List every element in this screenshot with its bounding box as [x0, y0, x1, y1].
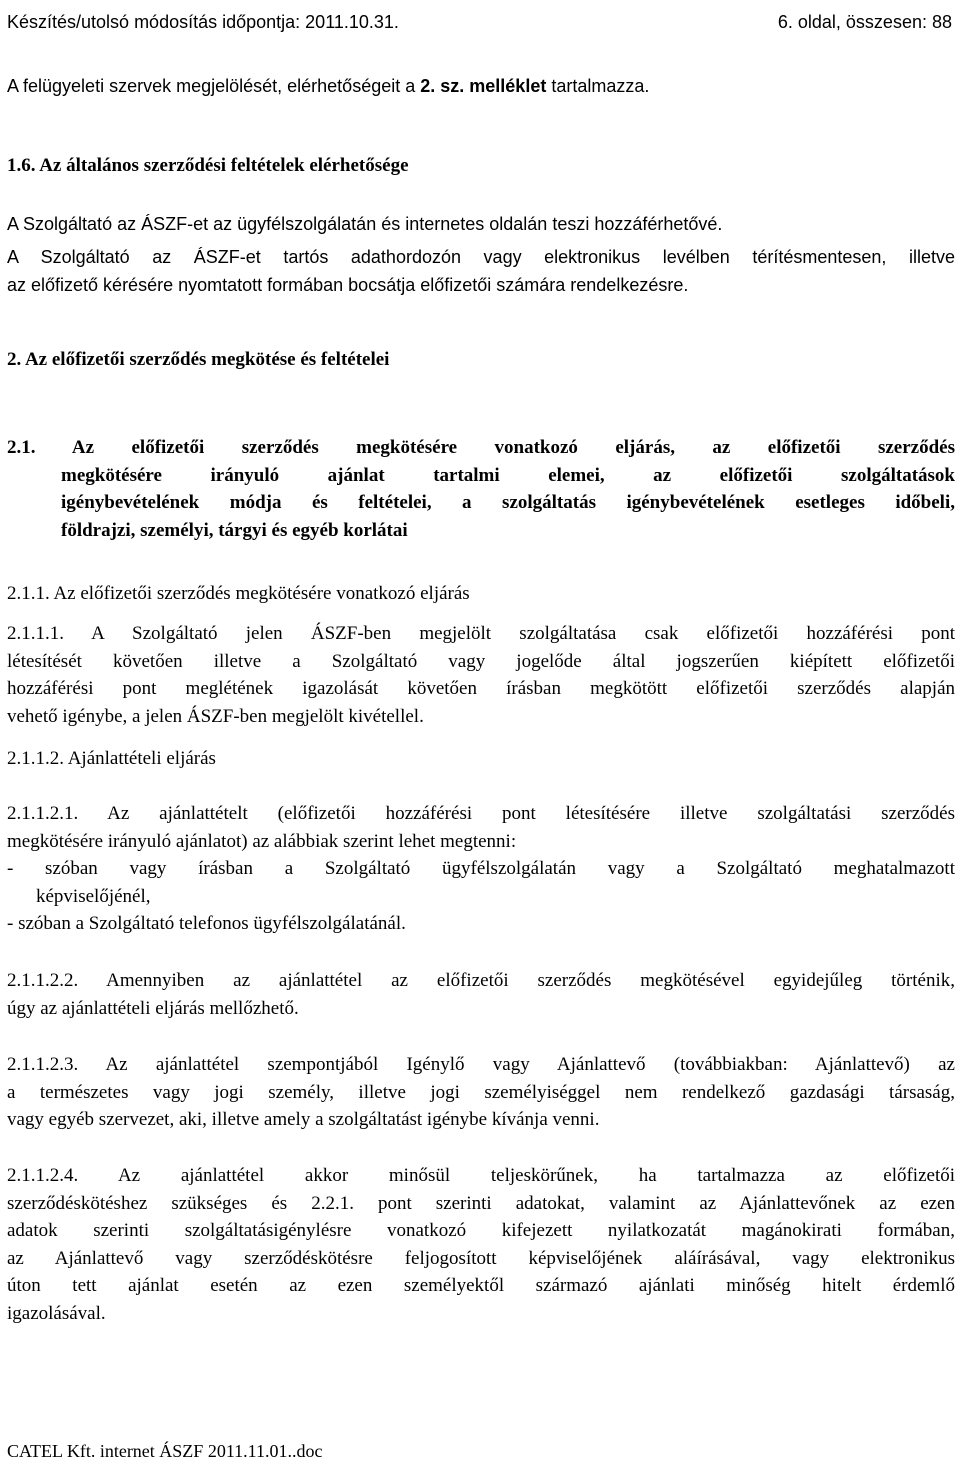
list-item-text: szóban vagy írásban a Szolgáltató ügyfélszolgálatán vagy a Szolgáltató meghatalmazott [45, 858, 955, 879]
text-line: megkötésére irányuló ajánlatot) az alábbiak szerint lehet megtenni: [7, 830, 517, 852]
intro-bold-ref: 2. sz. melléklet [420, 76, 547, 96]
text-line: 2.1.1.2.4. Az ajánlattétel akkor minősül teljeskörűnek, ha tartalmazza az előfizetői [7, 1165, 955, 1186]
text-line: úgy az ajánlattételi eljárás mellőzhető. [7, 997, 299, 1019]
section-2-1-1-2-title: 2.1.1.2. Ajánlattételi eljárás [7, 748, 216, 769]
text-line [7, 434, 955, 462]
section-2-1-1-1-paragraph [7, 620, 955, 730]
text-line: A Szolgáltató az ÁSZF-et tartós adathordozón vagy elektronikus levélben térítésmentesen, illetve [7, 247, 955, 267]
intro-paragraph [7, 73, 955, 101]
section-2-1-1-2-3-paragraph [7, 1051, 955, 1134]
section-2-title: 2. Az előfizetői szerződés megkötése és feltételei [7, 349, 390, 370]
text-line: 2.1.1.2.2. Amennyiben az ajánlattétel az előfizetői szerződés megkötésével egyidejűleg történik, [7, 970, 955, 991]
text-line: megkötésére irányuló ajánlat tartalmi elemei, az előfizetői szolgáltatások [61, 464, 955, 486]
text-line: földrajzi, személyi, tárgyi és egyéb korlátai [61, 519, 408, 541]
section-2-1-number: 2.1. [7, 437, 36, 458]
page-header [7, 9, 952, 33]
list-item [7, 910, 955, 938]
section-2-1-heading [7, 434, 955, 544]
section-2-1-1-title: 2.1.1. Az előfizetői szerződés megkötésére vonatkozó eljárás [7, 583, 470, 604]
text-line: az Ajánlattevő vagy szerződéskötésre feljogosított képviselőjének aláírásával, vagy elektronikus [7, 1247, 955, 1269]
list-dash: - [7, 913, 14, 934]
page-footer: CATEL Kft. internet ÁSZF 2011.11.01..doc [7, 1441, 323, 1461]
text-line: igénybevételének módja és feltételei, a szolgáltatás igénybevételének esetleges időbeli, [61, 492, 955, 513]
text-line: vehető igénybe, a jelen ÁSZF-ben megjelölt kivétellel. [7, 705, 424, 727]
section-2-1-1-2-4-paragraph [7, 1162, 955, 1327]
text-line: szerződéskötéshez szükséges és 2.2.1. pont szerinti adatokat, valamint az Ajánlattevőnek az ezen [7, 1192, 955, 1214]
text-line: úton tett ajánlat esetén az ezen személyektől származó ajánlati minőség hitelt érdemlő [7, 1275, 955, 1296]
text-line: vagy egyéb szervezet, aki, illetve amely a szolgáltatást igénybe kívánja venni. [7, 1109, 600, 1130]
section-1-6-paragraph-2 [7, 244, 955, 299]
text-line: adatok szerinti szolgáltatásigénylésre vonatkozó kifejezett nyilatkozatát magánokirati formában, [7, 1220, 955, 1241]
section-2-1-1-2-1-paragraph [7, 800, 955, 938]
text-line: 2.1.1.2.3. Az ajánlattétel szempontjából Igénylő vagy Ajánlattevő (továbbiakban: Ajánlattevő) az [7, 1054, 955, 1075]
header-page-count: 6. oldal, összesen: 88 [777, 12, 952, 32]
section-2-1-line-text: Az előfizetői szerződés megkötésére vonatkozó eljárás, az előfizetői szerződés [71, 437, 956, 458]
list-item [7, 855, 955, 883]
intro-text: A felügyeleti szervek megjelölését, elérhetőségeit a [7, 76, 421, 96]
list-dash: - [7, 858, 14, 879]
text-line: 2.1.1.1. A Szolgáltató jelen ÁSZF-ben megjelölt szolgáltatása csak előfizetői hozzáférési pont [7, 623, 955, 644]
text-line: 2.1.1.2.1. Az ajánlattételt (előfizetői hozzáférési pont létesítésére illetve szolgáltatási szerződés [7, 803, 955, 824]
section-1-6-paragraph-1: A Szolgáltató az ÁSZF-et az ügyfélszolgálatán és internetes oldalán teszi hozzáférhetővé. [7, 214, 723, 234]
header-timestamp: Készítés/utolsó módosítás időpontja: 2011.10.31. [7, 12, 399, 32]
list-item-text: szóban a Szolgáltató telefonos ügyfélszolgálatánál. [18, 913, 406, 934]
text-line: képviselőjénél, [36, 885, 151, 907]
text-line: létesítését követően illetve a Szolgáltató vagy jogelőde által jogszerűen kiépített előfizetői [7, 650, 955, 672]
section-1-6-title: 1.6. Az általános szerződési feltételek elérhetősége [7, 155, 409, 176]
intro-text-end: tartalmazza. [546, 76, 650, 96]
section-2-1-1-2-2-paragraph [7, 967, 955, 1022]
text-line: a természetes vagy jogi személy, illetve jogi személyiséggel nem rendelkező gazdasági társaság, [7, 1081, 955, 1103]
text-line: hozzáférési pont meglétének igazolását követően írásban megkötött előfizetői szerződés alapján [7, 678, 955, 699]
text-line: igazolásával. [7, 1302, 106, 1324]
text-line: az előfizető kérésére nyomtatott formában bocsátja előfizetői számára rendelkezésre. [7, 274, 689, 295]
